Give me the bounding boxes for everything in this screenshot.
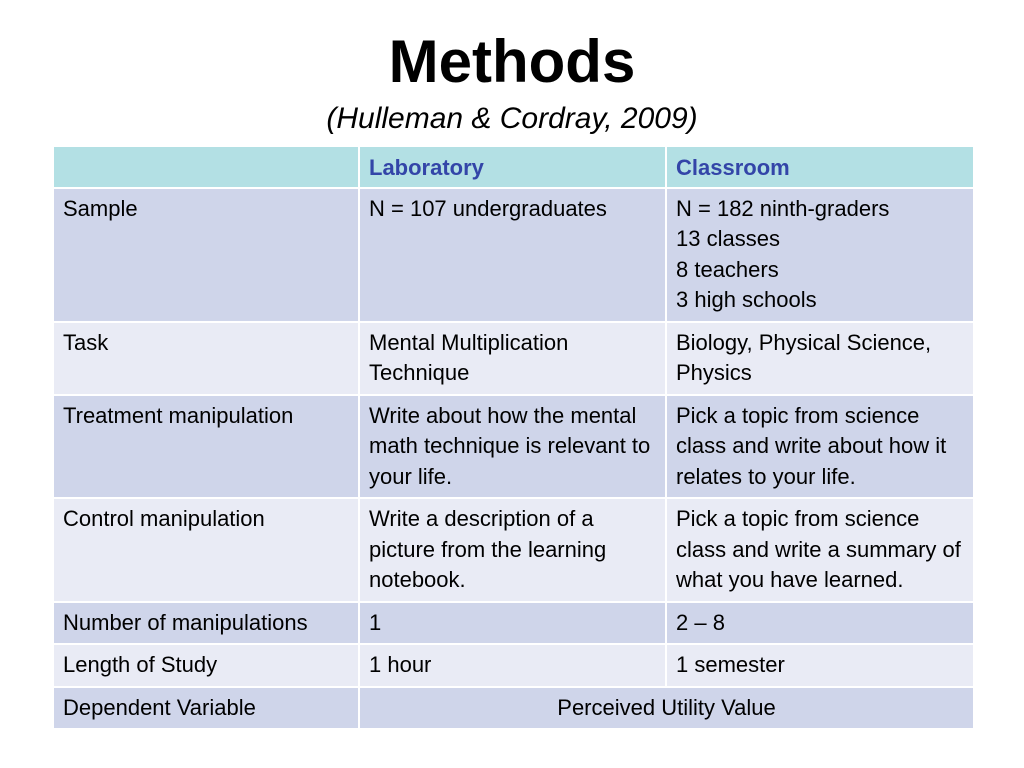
laboratory-cell bbox=[359, 395, 666, 499]
cell-text: 8 teachers bbox=[676, 256, 779, 282]
merged-value-cell: Perceived Utility Value bbox=[359, 687, 974, 730]
classroom-cell bbox=[666, 188, 974, 322]
classroom-cell bbox=[666, 498, 974, 602]
laboratory-cell bbox=[359, 602, 666, 645]
row-label: Sample bbox=[53, 188, 359, 322]
classroom-cell bbox=[666, 395, 974, 499]
cell-text: N = 182 ninth-graders bbox=[676, 195, 890, 221]
methods-table bbox=[52, 145, 975, 730]
row-label: Dependent Variable bbox=[53, 687, 359, 730]
laboratory-cell bbox=[359, 188, 666, 322]
cell-text: Write a description of a picture from the learning notebook. bbox=[369, 506, 607, 592]
row-label: Number of manipulations bbox=[53, 602, 359, 645]
cell-text: Mental Multiplication Technique bbox=[369, 329, 569, 385]
cell-text: 1 hour bbox=[369, 652, 432, 677]
cell-text: Pick a topic from science class and write a summary of what you have learned. bbox=[676, 506, 961, 592]
cell-text: Pick a topic from science class and write about how it relates to your life. bbox=[676, 402, 947, 489]
classroom-cell bbox=[666, 602, 974, 645]
slide-title: Methods bbox=[388, 28, 636, 95]
row-label: Length of Study bbox=[53, 644, 359, 687]
laboratory-cell bbox=[359, 498, 666, 602]
cell-text: 3 high schools bbox=[676, 287, 817, 312]
cell-text: Biology, Physical Science, Physics bbox=[676, 329, 932, 385]
table-row-dependent-variable bbox=[53, 687, 974, 730]
table-row-number-of-manipulations bbox=[53, 602, 974, 645]
row-label: Control manipulation bbox=[53, 498, 359, 602]
cell-text: 1 semester bbox=[676, 652, 785, 677]
classroom-cell bbox=[666, 322, 974, 395]
cell-text: 2 – 8 bbox=[676, 609, 725, 635]
table-row-length-of-study bbox=[53, 644, 974, 687]
header-cell-laboratory: Laboratory bbox=[359, 146, 666, 188]
table-row-task bbox=[53, 322, 974, 395]
row-label: Task bbox=[53, 322, 359, 395]
header-cell-empty bbox=[53, 146, 359, 188]
table-row-sample bbox=[53, 188, 974, 322]
laboratory-cell bbox=[359, 322, 666, 395]
header-cell-classroom: Classroom bbox=[666, 146, 974, 188]
classroom-cell bbox=[666, 644, 974, 687]
cell-text: Write about how the mental math technique is relevant to your life. bbox=[369, 402, 651, 489]
cell-text: 13 classes bbox=[676, 226, 780, 251]
row-label: Treatment manipulation bbox=[53, 395, 359, 499]
laboratory-cell bbox=[359, 644, 666, 687]
table-row-control-manipulation bbox=[53, 498, 974, 602]
cell-text: N = 107 undergraduates bbox=[369, 195, 607, 221]
slide-subtitle: (Hulleman & Cordray, 2009) bbox=[326, 102, 698, 135]
cell-text: 1 bbox=[369, 609, 382, 635]
table-header-row bbox=[53, 146, 974, 188]
table-row-treatment-manipulation bbox=[53, 395, 974, 499]
